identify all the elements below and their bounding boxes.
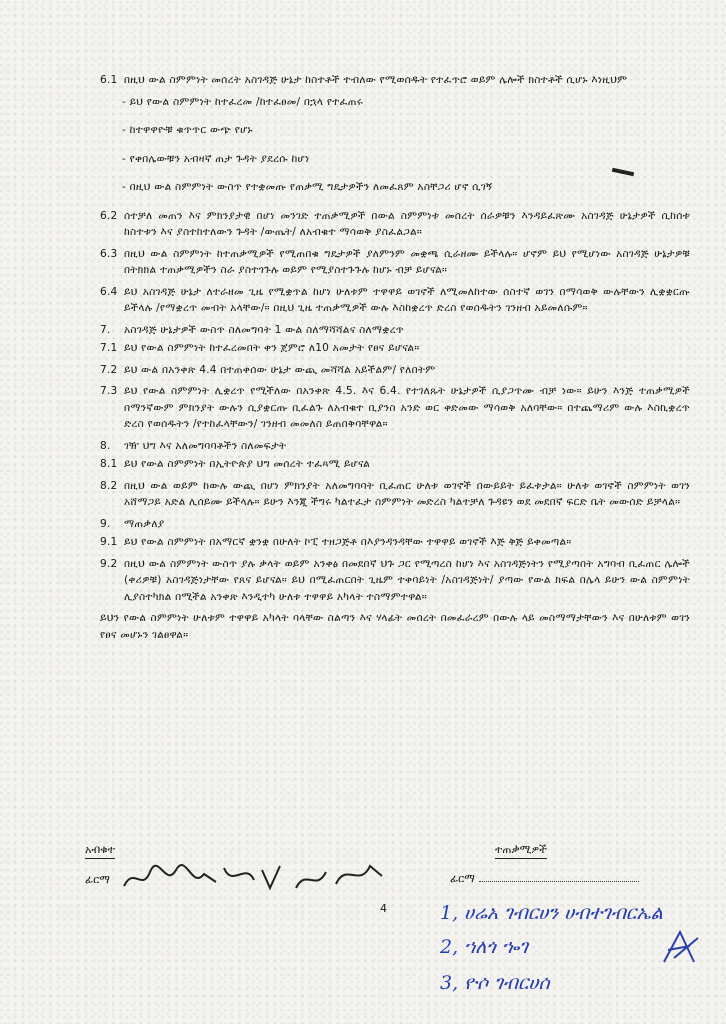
signature-block-left — [85, 838, 115, 887]
clause-text: በዚህ ውል ስምምነት ውስጥ ያሉ ቃላት ወይም አንቀፅ በመደበኛ ህጉ ጋር የሚጣረስ ከሆነ እና አስገዳጅነትን የሚያጣበት አግባብ ቢፈጠር ሌሎች (ቀሪዎቹ) አስገዳጅነታቸው የጸና ይሆናል። ይህ በሚፈጠርበት ጊዜም ተቀባይነት /አስገዳጅነት/ ያጣው የውል ክፍል በሌላ ይሁን ውል ስምምነት ሊያስተካክል በሚችል አንቀጽ እንዲተካ ሁለቱ ተዋዋይ አካላት ተስማምተዋል። — [124, 557, 690, 603]
clause-text: በዚህ ውል ስምምነት መሰረት አስገዳጅ ሁኔታ ከስተቶች ተብለው የሚወሰዱት የተፈጥሮ ወይም ሌሎች ክስተቶች ሲሆኑ እነዚህም — [124, 74, 628, 86]
clause-6-4 — [100, 284, 690, 317]
section-number: 7. — [100, 323, 111, 336]
clause-8-2 — [100, 478, 690, 511]
list-item: - በዚህ ውል ስምምነት ውስጥ የተቋመጡ የጠቃሚ ግዴታዎችን ለመፈጸም አስቸጋሪ ሆኖ ሲገኝ — [122, 181, 493, 193]
signature-line — [85, 873, 115, 887]
bullet-list — [122, 94, 690, 196]
handwritten-signature — [120, 858, 390, 898]
dotted-line — [479, 881, 639, 882]
handwritten-signature-mark — [660, 928, 704, 968]
section-8-heading — [100, 438, 690, 455]
section-number: 8. — [100, 439, 111, 452]
clause-7-2 — [100, 362, 690, 379]
clause-text: ይህ ውል በአንቀጽ 4.4 በተጠቀሰው ሁኔታ ውጪ መሻሻል አይችልም/ የለበትም — [124, 363, 436, 376]
handwritten-name: 1, ሀሬአ ገብርሀን ሀብተገብርኤል — [440, 902, 663, 924]
clause-text: ይህ አስገዳጅ ሁኔታ ለተራዘመ ጊዜ የሚቋጥል ከሆነ ሁለቱም ተዋዋይ ወገኖች ለሚመለከተው ሰስተኛ ወገን በማሳወቅ ውሉቸውን ሊቋቋርጡ ይችላሉ /የማቋረጥ መብት አላቸው/። በዚህ ጊዜ ተጠቃሚዎች ውሉ እስከቋረጥ ድረስ የወሰዱትን ገንዘብ አይመለሱም። — [124, 285, 690, 314]
signature-label: ፊርማ — [450, 872, 475, 885]
clause-number: 7.3 — [100, 385, 118, 397]
clause-number: 6.1 — [100, 74, 118, 86]
section-9-heading — [100, 516, 690, 533]
clause-text: በዚህ ውል ስምምነት ከተጠቃሚዎች የሚጠበቁ ግዴታዎች ያለምንም መቋጫ ሲራዘሙ ይችላሉ። ሆኖም ይህ የሚሆነው አስገዳጅ ሁኔታዎቹ በትክክል ተጠቃሚዎችን ስራ ያስተጎጉሉ ወይም የሚያስተጉጉሉ ከሆኑ ብቻ ይሆናል። — [124, 247, 690, 276]
page-number: 4 — [380, 902, 387, 915]
clause-number: 8.2 — [100, 479, 118, 492]
clause-text: ሰተቻለ መጠን እና ምክንያታዊ በሆነ መንገድ ተጠቃሚዎች በውል ስምምነቱ መሰረት ሰራዎቹን እንዳይፈጽሙ አስገዳጅ ሁኔታዎች ሲከሰቱ ከስተቱን እና ያስተከተለውን ጉዳት /ውጤት/ ለአብቁተ ማሳወቅ ያስፈልጋል። — [124, 209, 690, 238]
section-title: አስገዳጅ ሁኔታዎች ውስጥ ስለመግባት 1 ውል ስለማሻሻልና ስለማቋረጥ — [124, 323, 405, 336]
clause-9-1 — [100, 534, 690, 551]
handwritten-name: 3, ዮሶ ገብርሀሰ — [440, 972, 550, 994]
clause-text: በዚህ ውል ወይም ከውሉ ውጪ በሆነ ምክንያት አለመግባባት ቢፈጠር ሁለቱ ወገኖች በውይይት ይፈቱታል። ሁለቱ ወገኖች ስምምነት ወገን አሸማጋይ አድል ሊሰይሙ ይችላሉ። ይሁን እንጂ ችግሩ ካልተፈታ ስምምነት መድረስ ካልተቻለ ጉዳዩን ወደ መደበኛ ፍርድ ቤት መውሰድ ይቻላል። — [124, 479, 690, 508]
signature-block-right — [495, 838, 547, 859]
clause-number: 8.1 — [100, 458, 118, 470]
clause-6-3 — [100, 246, 690, 279]
list-item: - የቀበሌውቹን አብዛኛ ጠታ ጉዳት ያደረሱ ከሆነ — [122, 152, 310, 165]
document-body — [100, 72, 690, 643]
section-title: ማጠቃለያ — [124, 517, 165, 530]
signature-label: ፊርማ — [85, 873, 110, 886]
signature-line-right — [450, 872, 639, 886]
clause-9-2 — [100, 556, 690, 606]
section-title: ገዥ ህግ እና አለመግባባቶችን ስለመፍታት — [124, 439, 287, 452]
clause-text: ይህ የውል ስምምነት ከተፈረመበት ቀን ጀምሮ ለ10 አመታት የፀና ይሆናል። — [124, 342, 420, 354]
clause-text: ይህ የውል ስምምነት በኢትዮጵያ ህግ መሰረት ተፈጻሚ ይሆናል — [124, 458, 371, 470]
clause-6-2 — [100, 208, 690, 241]
handwritten-name: 2, ኀለጎ ኈገ — [440, 936, 528, 958]
list-item: - ከተዋዋዮቹ ቁጥጥር ውጭ የሆኑ — [122, 124, 253, 136]
clause-number: 7.1 — [100, 342, 118, 354]
clause-text: ይህ የውል ስምምነት በአማርኛ ቋንቋ በሁለት ኮፒ ተዘጋጅቶ በእያንዳንዳቸው ተዋዋይ ወገኖች እጅ ቅጅ ይቀመጣል። — [124, 536, 572, 548]
clause-number: 7.2 — [100, 363, 118, 376]
clause-number: 9.1 — [100, 536, 118, 548]
party-label: ተጠቃሚዎች — [495, 843, 547, 859]
clause-number: 9.2 — [100, 557, 118, 570]
clause-7-1 — [100, 340, 690, 357]
clause-7-3 — [100, 383, 690, 433]
party-label: አብቁተ — [85, 843, 115, 859]
section-number: 9. — [100, 517, 111, 530]
clause-8-1 — [100, 456, 690, 473]
section-7-heading — [100, 322, 690, 339]
clause-text: ይህ የውል ስምምነት ሊቋረጥ የሚችለው በአንቀጽ 4.5. እና 6.4. የተገለጹት ሁኔታዎች ሲያጋጥሙ ብቻ ነው። ይሁን እንጅ ተጠቃሚዎች በማንኛውም ምክንያት ውሉን ሲያቋርጡ ቢፈልጉ ለአብቁተ ቢያንስ አንድ ወር ቀድመው ማሳወቅ አለባቸው። በተጨማሪም ውሉ እስኪቋረጥ ድረስ የወሰዱትን /የተከፈላቸውን/ ገንዘብ መመለስ ይጠበቅባቸዋል። — [124, 385, 690, 430]
clause-number: 6.4 — [100, 285, 118, 298]
clause-number: 6.3 — [100, 247, 118, 260]
clause-6-1 — [100, 72, 690, 89]
clause-number: 6.2 — [100, 209, 118, 222]
closing-statement: ይህን የውል ስምምነት ሁለቱም ተዋዋይ አካላት ባላቸው ስልጣን እና ሃላፊት መሰረት በመፈራረም በውሉ ላይ መስማማታቸውን እና በሁለቱም ወገን የፀና መሆኑን ገልፀዋል። — [100, 612, 690, 641]
list-item: - ይህ የውል ስምምነት ከተፈረመ /ከተፈፀመ/ በኋላ የተፈጠሩ — [122, 95, 363, 108]
